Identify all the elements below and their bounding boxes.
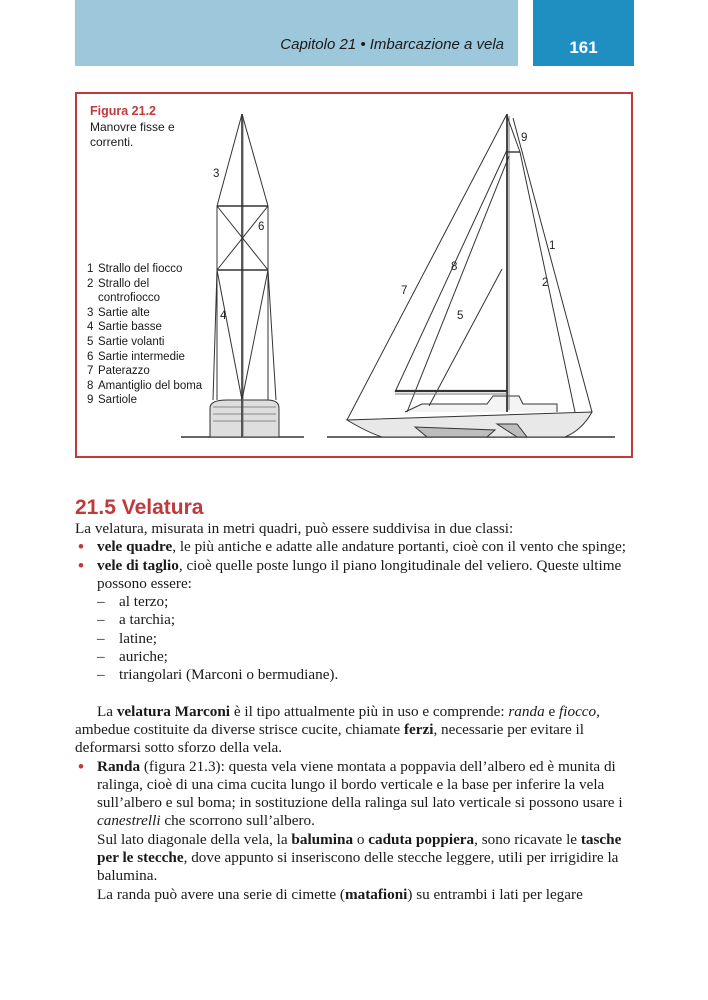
legend-item: 7 Paterazzo — [87, 365, 150, 378]
chapter-title: Capitolo 21 • Imbarcazione a vela — [280, 36, 504, 53]
body-text — [75, 520, 635, 904]
legend-item: 4 Sartie basse — [87, 321, 162, 334]
page-number: 161 — [533, 0, 634, 66]
side-label-1: 1 — [549, 240, 556, 252]
legend-item: 1 Strallo del fiocco — [87, 263, 183, 275]
bullet-vele-quadre: • vele quadre, le più antiche e adatte alle andature portanti, cioè con il vento che spinge; — [75, 538, 635, 556]
dash-item: – auriche; — [75, 648, 635, 666]
legend-item: 3 Sartie alte — [87, 306, 150, 319]
intro-paragraph: La velatura, misurata in metri quadri, può essere suddivisa in due classi: — [75, 520, 514, 537]
section-number: 21.5 — [75, 496, 116, 519]
dash-item: – latine; — [75, 630, 635, 648]
legend-item: 2 Strallo del controfiocco — [87, 277, 161, 305]
section-heading — [75, 496, 203, 520]
legend-item: 9 Sartiole — [87, 394, 137, 407]
legend-item: 5 Sartie volanti — [87, 335, 165, 348]
section-title: Velatura — [121, 496, 204, 519]
legend-item: 6 Sartie intermedie — [87, 350, 185, 363]
legend-item: 8 Amantiglio del boma — [87, 379, 203, 392]
bullet-randa: • Randa (figura 21.3): questa vela viene montata a poppavia dell’albero ed è munita di ralinga, cioè di una cima cucita lungo il bordo verticale e la base per inferire la vela sull’albero e sul boma; in sostituzione della ralinga sul lato verticale si possono usare i canestrelli che scorrono sull’albero. — [75, 758, 635, 831]
front-label-3: 3 — [213, 168, 220, 180]
dash-item: – triangolari (Marconi o bermudiane). — [75, 666, 635, 684]
front-view-boat — [181, 114, 304, 437]
rigging-diagram — [77, 94, 631, 456]
header-band — [75, 0, 518, 66]
front-label-6: 6 — [258, 221, 265, 233]
dash-item: – a tarchia; — [75, 611, 635, 629]
side-label-8: 8 — [451, 261, 458, 273]
bullet-vele-di-taglio: • vele di taglio, cioè quelle poste lungo il piano longitudinale del veliero. Queste ultime possono essere: — [75, 557, 635, 594]
side-label-2: 2 — [542, 277, 549, 289]
side-view-boat — [327, 114, 615, 437]
figure-caption: Manovre fisse e correnti. — [90, 120, 175, 149]
dash-item: – al terzo; — [75, 593, 635, 611]
figure-box — [75, 92, 633, 458]
figure-title: Figura 21.2 — [90, 104, 156, 118]
side-label-5: 5 — [457, 310, 464, 322]
paragraph-matafioni: La randa può avere una serie di cimette (matafioni) su entrambi i lati per legare — [97, 885, 583, 903]
side-label-9: 9 — [521, 132, 528, 144]
paragraph-balumina: Sul lato diagonale della vela, la balumina o caduta poppiera, sono ricavate le tasche per le stecche, dove appunto si inseriscono delle stecche leggere, utili per irrigidire la balumina. — [97, 830, 622, 885]
side-label-7: 7 — [401, 285, 408, 297]
front-label-4: 4 — [220, 310, 227, 322]
paragraph-velatura-marconi: La velatura Marconi è il tipo attualmente più in uso e comprende: randa e fiocco, ambedue costituite da diverse strisce cucite, chiamate ferzi, necessarie per evitare il deformarsi sotto sforzo della vela. — [75, 702, 600, 757]
